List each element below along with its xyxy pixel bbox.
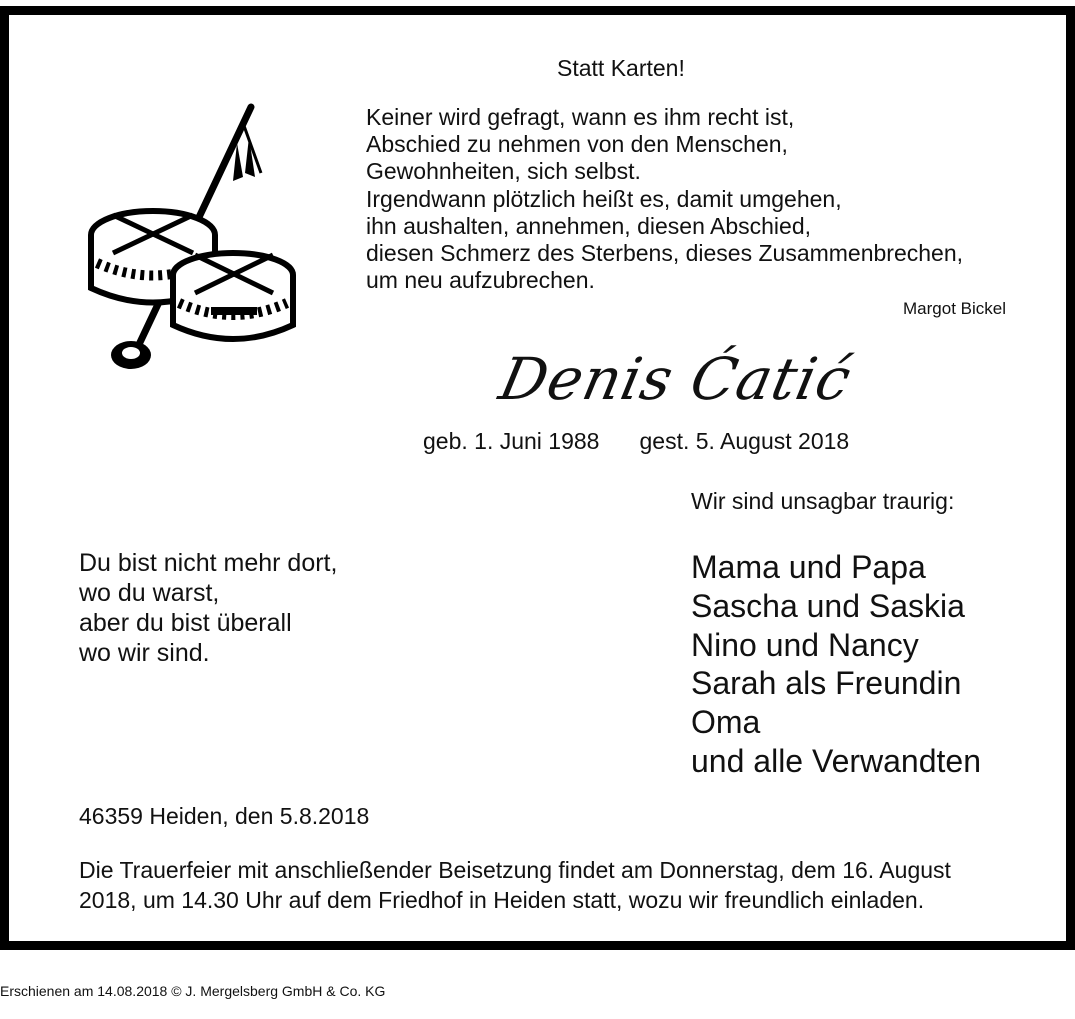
mourner: Sarah als Freundin xyxy=(691,665,962,702)
mourner: und alle Verwandten xyxy=(691,742,981,779)
poem-line: um neu aufzubrechen. xyxy=(366,267,595,294)
verse-line: wo du warst, xyxy=(79,579,220,607)
birth-date: geb. 1. Juni 1988 xyxy=(423,428,600,454)
obituary-card xyxy=(0,6,1075,950)
mourner: Oma xyxy=(691,704,761,741)
deceased-name: Denis Ćatić xyxy=(493,345,858,413)
poem xyxy=(366,104,963,294)
poem-line: Irgendwann plötzlich heißt es, damit umgehen, xyxy=(366,185,842,212)
drums-icon xyxy=(83,103,303,378)
verse-line: Du bist nicht mehr dort, xyxy=(79,549,338,577)
death-date: gest. 5. August 2018 xyxy=(639,428,850,454)
place-date: 46359 Heiden, den 5.8.2018 xyxy=(79,803,370,829)
poem-line: Abschied zu nehmen von den Menschen, xyxy=(366,131,788,158)
poem-author: Margot Bickel xyxy=(903,299,1006,318)
verse-line: wo wir sind. xyxy=(79,639,210,667)
consolation-verse xyxy=(79,548,337,668)
life-dates xyxy=(423,428,849,455)
service-line: Die Trauerfeier mit anschließender Beisetzung findet am Donnerstag, dem 16. August xyxy=(79,857,951,883)
mourning-statement: Wir sind unsagbar traurig: xyxy=(691,488,955,514)
publication-footer: Erschienen am 14.08.2018 © J. Mergelsberg GmbH & Co. KG xyxy=(0,983,386,999)
mourner: Mama und Papa xyxy=(691,549,926,585)
poem-line: Keiner wird gefragt, wann es ihm recht ist, xyxy=(366,104,795,130)
service-info xyxy=(79,855,951,915)
mourner: Sascha und Saskia xyxy=(691,587,965,624)
mourners-list xyxy=(691,548,981,781)
poem-line: Gewohnheiten, sich selbst. xyxy=(366,158,641,185)
header-note: Statt Karten! xyxy=(557,55,685,81)
mourner: Nino und Nancy xyxy=(691,626,919,663)
verse-line: aber du bist überall xyxy=(79,609,292,637)
poem-line: ihn aushalten, annehmen, diesen Abschied, xyxy=(366,212,811,239)
poem-line: diesen Schmerz des Sterbens, dieses Zusammenbrechen, xyxy=(366,240,964,267)
service-line: 2018, um 14.30 Uhr auf dem Friedhof in Heiden statt, wozu wir freundlich einladen. xyxy=(79,887,925,913)
